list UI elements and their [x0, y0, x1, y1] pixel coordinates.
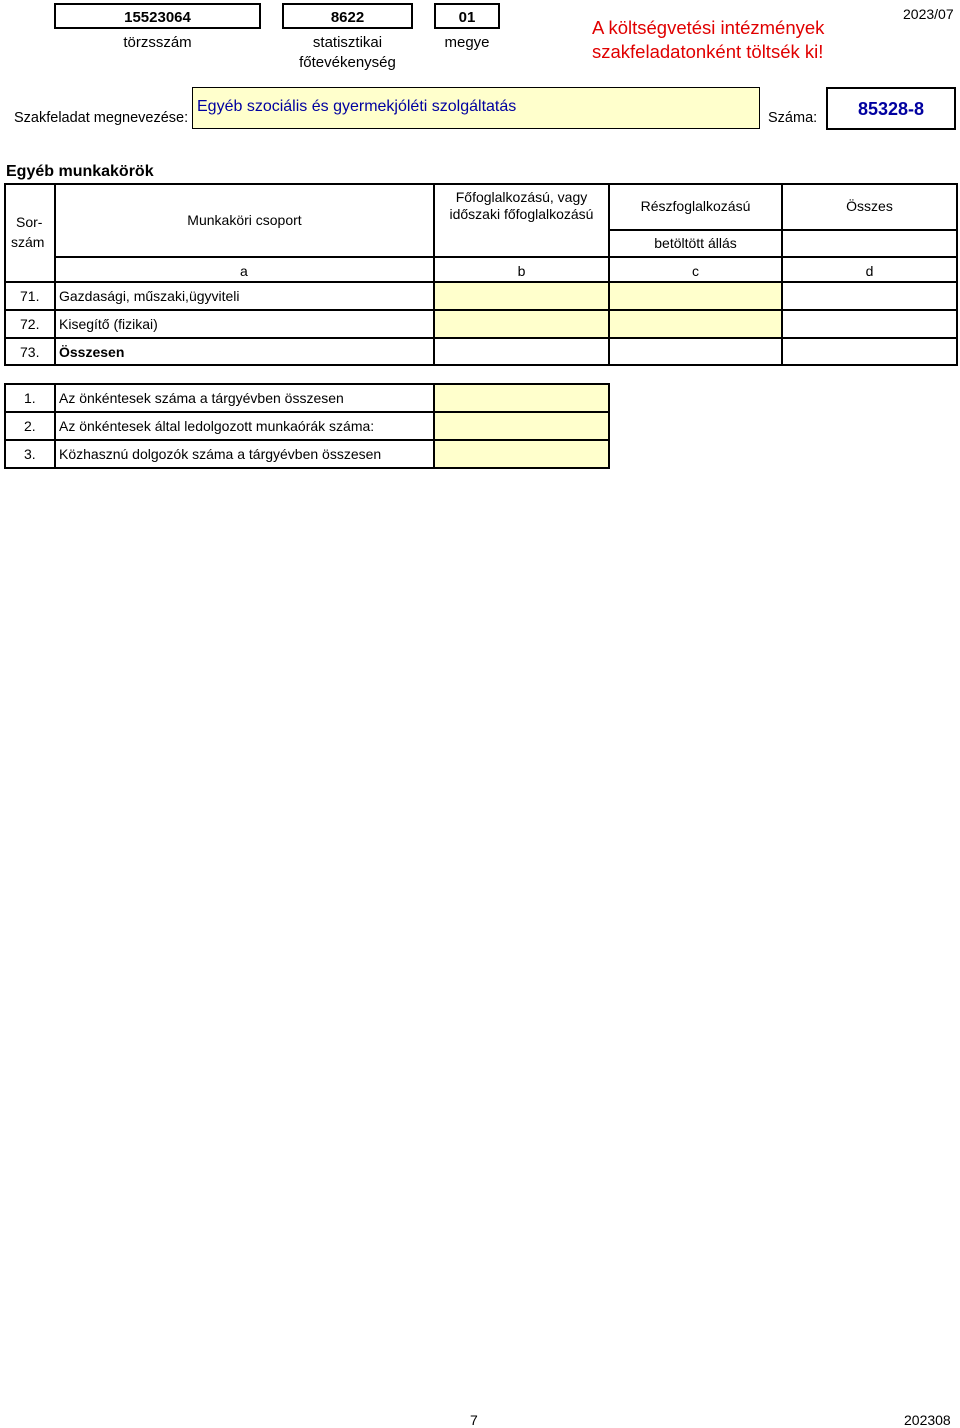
- row-1-num: 1.: [24, 390, 36, 406]
- col-letter-c: c: [692, 263, 699, 279]
- footer-page-number: 7: [470, 1412, 478, 1428]
- row-2-label: Az önkéntesek által ledolgozott munkaórák száma:: [59, 418, 375, 434]
- statisztikai-value: 8622: [282, 3, 413, 29]
- notice-line-1: A költségvetési intézmények: [592, 17, 825, 38]
- torzsszam-label: törzsszám: [123, 34, 192, 51]
- statisztikai-label-1: statisztikai: [312, 34, 383, 51]
- col-letter-d: d: [865, 263, 874, 279]
- header-fofoglalkozasu-1: Főfoglalkozású, vagy: [455, 189, 588, 205]
- header-reszfoglalkozasu: Részfoglalkozású: [640, 198, 751, 214]
- section-title: Egyéb munkakörök: [6, 163, 154, 180]
- row-71-num: 71.: [20, 288, 40, 304]
- szakfeladat-number: 85328-8: [826, 87, 956, 130]
- cell-2-value[interactable]: [435, 413, 608, 439]
- col-letter-a: a: [240, 263, 248, 279]
- megye-label: megye: [444, 34, 490, 51]
- szakfeladat-label: Szakfeladat megnevezése:: [14, 110, 189, 126]
- cell-72-c[interactable]: [610, 311, 781, 337]
- notice-line-2: szakfeladatonként töltsék ki!: [592, 41, 824, 62]
- row-3-num: 3.: [24, 446, 36, 462]
- footer-code: 202308: [904, 1412, 951, 1428]
- row-73-num: 73.: [20, 344, 40, 360]
- szama-label: Száma:: [768, 110, 818, 126]
- header-osszes: Összes: [846, 198, 893, 214]
- col-letter-b: b: [517, 263, 526, 279]
- row-71-label: Gazdasági, műszaki,ügyviteli: [59, 288, 240, 304]
- cell-3-value[interactable]: [435, 441, 608, 467]
- row-1-label: Az önkéntesek száma a tárgyévben összesen: [59, 390, 344, 406]
- cell-72-b[interactable]: [435, 311, 608, 337]
- row-2-num: 2.: [24, 418, 36, 434]
- statisztikai-label-2: főtevékenység: [299, 54, 396, 71]
- row-73-label: Összesen: [59, 344, 125, 360]
- header-munkakori-csoport: Munkaköri csoport: [187, 212, 302, 228]
- megye-value: 01: [434, 3, 500, 29]
- header-sorszam-1: Sor-: [16, 214, 43, 230]
- cell-1-value[interactable]: [435, 385, 608, 411]
- period-label: 2023/07: [903, 6, 954, 22]
- cell-71-c[interactable]: [610, 283, 781, 309]
- row-72-label: Kisegítő (fizikai): [59, 316, 158, 332]
- torzsszam-value: 15523064: [54, 3, 261, 29]
- szakfeladat-name-field[interactable]: Egyéb szociális és gyermekjóléti szolgáltatás: [192, 87, 760, 129]
- header-betoltott-allas: betöltött állás: [654, 235, 737, 251]
- header-sorszam-2: szám: [11, 234, 45, 250]
- header-fofoglalkozasu-2: időszaki főfoglalkozású: [449, 206, 594, 222]
- row-3-label: Közhasznú dolgozók száma a tárgyévben összesen: [59, 446, 382, 462]
- cell-71-b[interactable]: [435, 283, 608, 309]
- row-72-num: 72.: [20, 316, 40, 332]
